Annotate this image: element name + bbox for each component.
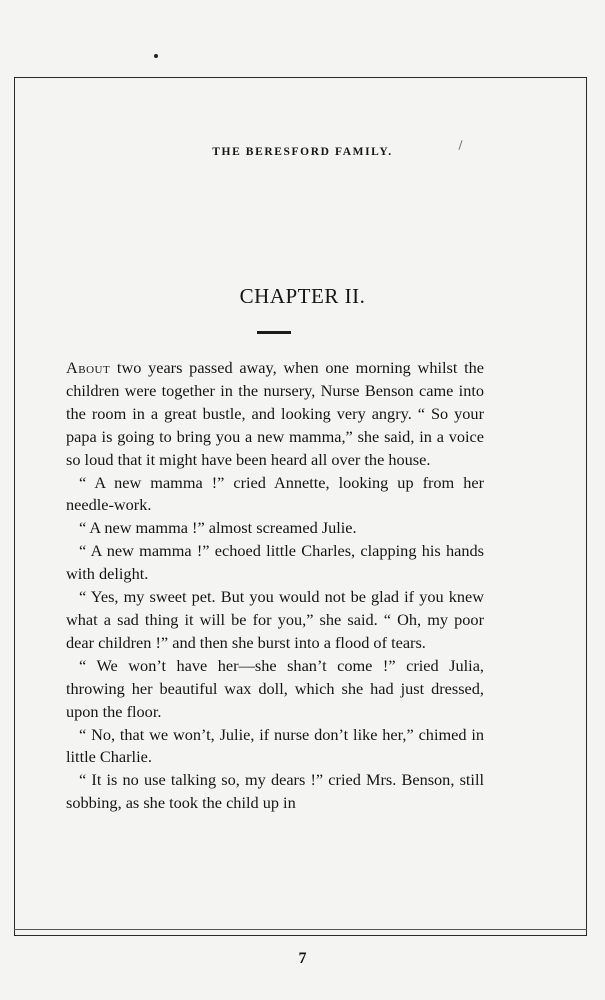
paragraph: “ We won’t have her—she shan’t come !” cried Julia, throwing her beautiful wax doll, which she had just dressed, upon the floor.: [66, 655, 484, 721]
paragraph: “ No, that we won’t, Julie, if nurse don’t like her,” chimed in little Charlie.: [66, 724, 484, 767]
paragraph: “ It is no use talking so, my dears !” cried Mrs. Benson, still sobbing, as she took the child up in: [66, 770, 484, 813]
paragraph-lead: About: [66, 358, 111, 377]
paragraph: “ A new mamma !” cried Annette, looking up from her needle-work.: [66, 472, 484, 515]
frame-inner-rule: [14, 929, 587, 930]
paragraph: “ Yes, my sweet pet. But you would not be glad if you knew what a sad thing it will be for you,” she said. “ Oh, my poor dear children !” and then she burst into a flood of tears.: [66, 587, 484, 652]
chapter-title: CHAPTER II.: [239, 284, 366, 308]
page-number: 7: [298, 950, 307, 967]
chapter-rule: [257, 331, 291, 334]
paragraph: [66, 357, 484, 472]
ink-dot: [154, 54, 158, 58]
body-text: [66, 357, 484, 815]
running-head: THE BERESFORD FAMILY.: [212, 146, 393, 158]
paragraph: “ A new mamma !” almost screamed Julie.: [79, 518, 357, 538]
paragraph-text: two years passed away, when one morning whilst the children were together in the nursery, Nurse Benson came into the room in a great bustle, and looking very angry. “ So your papa is going to bring you a new mamma,” she said, in a voice so loud that it might have been heard all over the house.: [66, 358, 484, 469]
paragraph: “ A new mamma !” echoed little Charles, clapping his hands with delight.: [66, 541, 484, 584]
